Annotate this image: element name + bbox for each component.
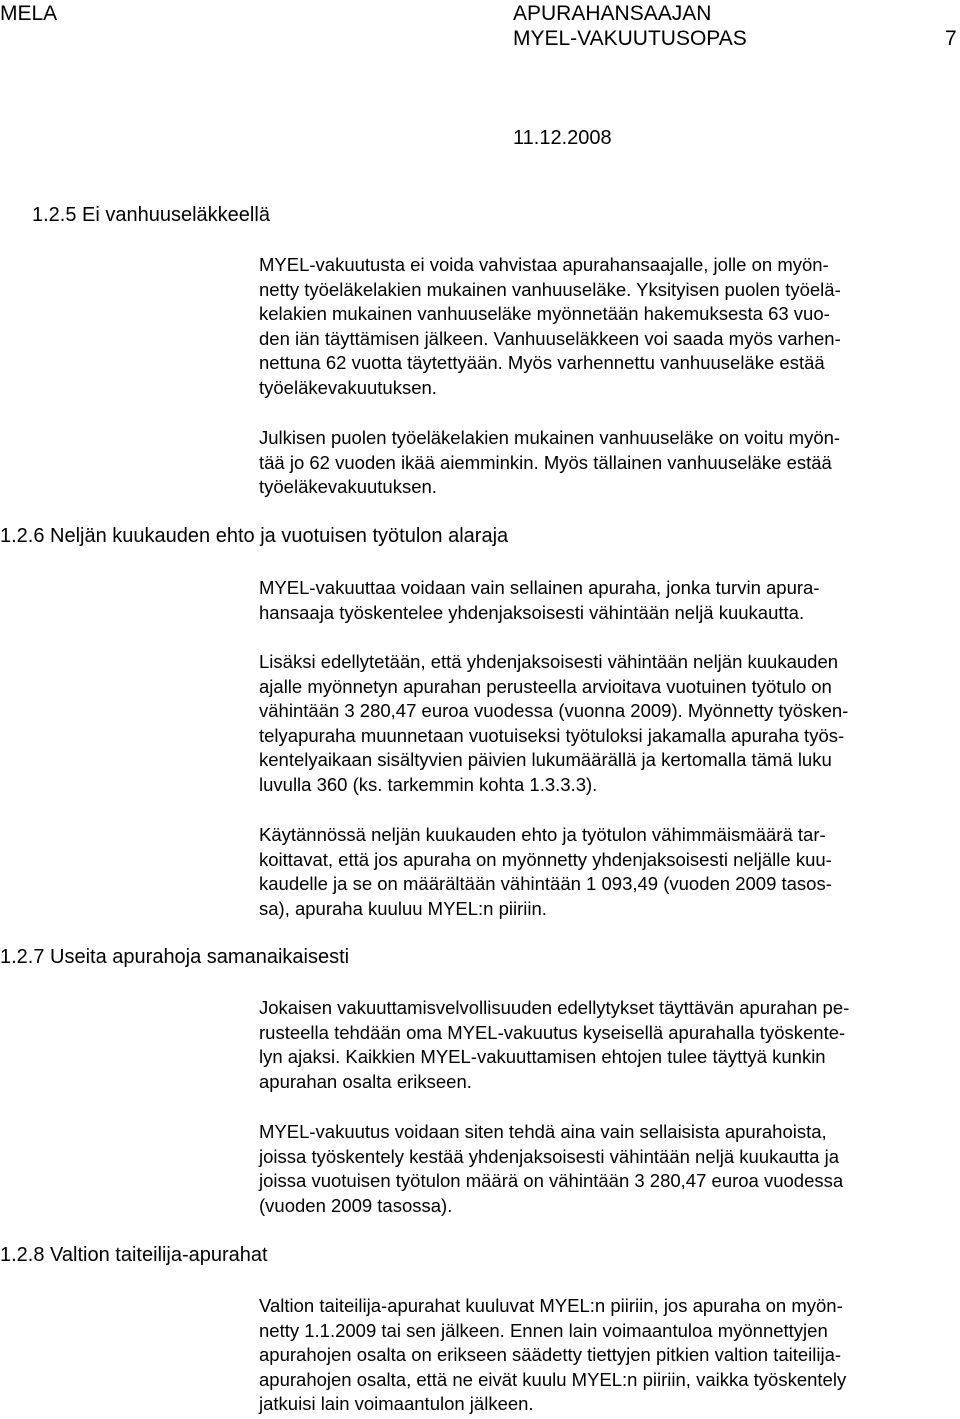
document-date: 11.12.2008 [513,127,612,149]
section-heading: 1.2.7 Useita apurahoja samanaikaisesti [0,946,350,968]
paragraph: Jokaisen vakuuttamisvelvollisuuden edellytykset täyttävän apurahan pe- rusteella tehdään oma MYEL-vakuutus kyseisellä apurahalla työskente- lyn ajaksi. Kaikkien MYEL-vakuuttamisen ehtojen tulee täyttyä kunkin apurahan osalta erikseen. [259,997,850,1092]
document-title-line1: APURAHANSAAJAN [513,2,712,25]
paragraph: MYEL-vakuuttaa voidaan vain sellainen apuraha, jonka turvin apura- hansaaja työskentelee yhdenjaksoisesti vähintään neljä kuukautta. [259,577,820,623]
paragraph: Lisäksi edellytetään, että yhdenjaksoisesti vähintään neljän kuukauden ajalle myönnetyn apurahan perusteella arvioitava vuotuinen työtulo on vähintään 3 280,47 euroa vuodessa (vuonna 2009). Myönnetty työsken- telyapuraha muunnetaan vuotuiseksi työtuloksi jakamalla apuraha työs- kentelyaikaan sisältyvien päivien lukumäärällä ja kertomalla tämä luku luvulla 360 (ks. tarkemmin kohta 1.3.3.3). [259,651,849,795]
org-name: MELA [0,2,58,25]
page-number: 7 [945,27,957,50]
section-heading: 1.2.6 Neljän kuukauden ehto ja vuotuisen työtulon alaraja [0,525,509,547]
section-heading: 1.2.8 Valtion taiteilija-apurahat [0,1244,268,1266]
paragraph: Valtion taiteilija-apurahat kuuluvat MYEL:n piiriin, jos apuraha on myön- netty 1.1.2009 tai sen jälkeen. Ennen lain voimaantuloa myönnettyjen apurahojen osalta on erikseen säädetty tiettyjen pitkien valtion taiteilija- apurahojen osalta, että ne eivät kuulu MYEL:n piiriin, vaikka työskentely jatkuisi lain voimaantulon jälkeen. [259,1295,847,1415]
document-title-line2: MYEL-VAKUUTUSOPAS [513,27,747,50]
paragraph: Julkisen puolen työeläkelakien mukainen vanhuuseläke on voitu myön- tää jo 62 vuoden ikää aiemminkin. Myös tällainen vanhuuseläke estää työeläkevakuutuksen. [259,427,841,498]
paragraph: MYEL-vakuutus voidaan siten tehdä aina vain sellaisista apurahoista, joissa työskentely kestää yhdenjaksoisesti vähintään neljä kuukautta ja joissa vuotuisen työtulon määrä on vähintään 3 280,47 euroa vuodessa (vuoden 2009 tasossa). [259,1121,844,1216]
paragraph: Käytännössä neljän kuukauden ehto ja työtulon vähimmäismäärä tar- koittavat, että jos apuraha on myönnetty yhdenjaksoisesti neljälle kuu- kaudelle ja se on määrältään vähintään 1 093,49 (vuoden 2009 tasos- sa), apuraha kuuluu MYEL:n piiriin. [259,824,832,919]
paragraph: MYEL-vakuutusta ei voida vahvistaa apurahansaajalle, jolle on myön- netty työeläkelakien mukainen vanhuuseläke. Yksityisen puolen työelä- kelakien mukainen vanhuuseläke myönnetään hakemuksesta 63 vuo- den iän täyttämisen jälkeen. Vanhuuseläkkeen voi saada myös varhen- nettuna 62 vuotta täytettyään. Myös varhennettu vanhuuseläke estää työeläkevakuutuksen. [259,254,841,398]
section-heading: 1.2.5 Ei vanhuuseläkkeellä [32,204,270,226]
